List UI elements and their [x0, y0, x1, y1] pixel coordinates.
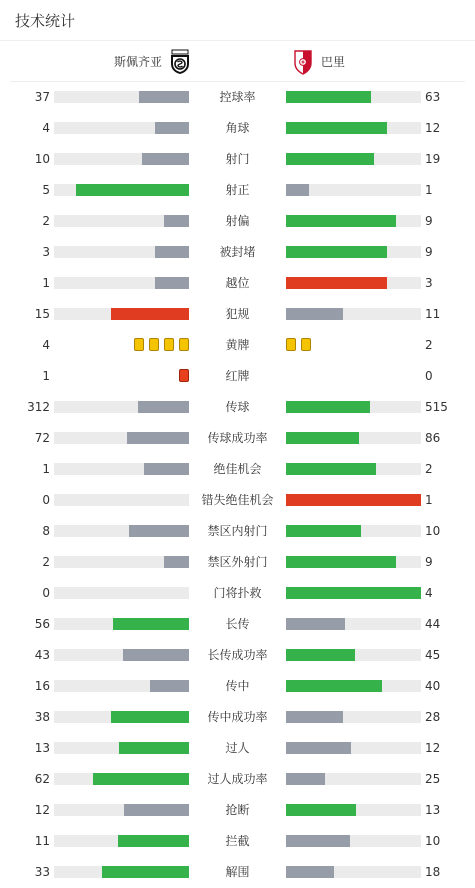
home-stat-bar	[54, 618, 189, 630]
home-stat-value: 4	[42, 121, 50, 135]
away-stat-bar-fill	[286, 494, 421, 506]
stat-row	[0, 485, 475, 516]
home-stat-bar-fill	[119, 742, 189, 754]
home-stat-bar-fill	[142, 153, 189, 165]
away-stat-bar-fill	[286, 463, 376, 475]
home-stat-bar-fill	[76, 184, 189, 196]
stat-row	[0, 113, 475, 144]
away-stat-bar-fill	[286, 680, 382, 692]
home-stat-bar-fill	[138, 401, 189, 413]
home-stat-bar	[54, 308, 189, 320]
away-stat-bar-fill	[286, 432, 359, 444]
away-stat-value: 4	[425, 586, 433, 600]
stat-row	[0, 671, 475, 702]
stat-label: 绝佳机会	[213, 462, 262, 476]
away-stat-bar	[286, 246, 421, 258]
away-stat-bar-fill	[286, 587, 421, 599]
home-stat-bar	[54, 494, 189, 506]
home-stat-value: 33	[34, 865, 50, 879]
away-stat-value: 10	[425, 834, 441, 848]
home-stat-bar	[54, 432, 189, 444]
away-stat-bar	[286, 277, 421, 289]
home-stat-value: 1	[42, 276, 50, 290]
stat-label: 门将扑救	[213, 586, 262, 600]
away-stat-bar	[286, 866, 421, 878]
stat-row	[0, 702, 475, 733]
away-stat-bar-fill	[286, 773, 325, 785]
home-stat-bar	[54, 401, 189, 413]
home-stat-bar-fill	[144, 463, 189, 475]
stat-row	[0, 361, 475, 392]
away-stat-value: 63	[425, 90, 441, 104]
away-stat-value: 86	[425, 431, 441, 445]
away-stat-value: 18	[425, 865, 441, 879]
home-stat-bar-fill	[129, 525, 189, 537]
away-stat-bar-fill	[286, 742, 351, 754]
away-stat-value: 2	[425, 338, 433, 352]
home-stat-value: 11	[34, 834, 50, 848]
stat-row	[0, 392, 475, 423]
home-stat-value: 12	[34, 803, 50, 817]
away-stat-value: 1	[425, 493, 433, 507]
home-cards	[134, 338, 189, 352]
away-stat-bar-fill	[286, 649, 355, 661]
away-stat-bar-fill	[286, 525, 361, 537]
home-stat-bar-fill	[118, 835, 189, 847]
home-stat-bar-fill	[139, 91, 189, 103]
away-stat-bar	[286, 401, 421, 413]
home-stat-bar	[54, 556, 189, 568]
away-stat-bar-fill	[286, 711, 343, 723]
stat-label: 射偏	[225, 214, 250, 228]
bari-crest-icon	[293, 49, 313, 75]
home-stat-value: 8	[42, 524, 50, 538]
away-stat-value: 12	[425, 741, 441, 755]
home-stat-bar-fill	[113, 618, 189, 630]
stat-row	[0, 299, 475, 330]
away-stat-value: 1	[425, 183, 433, 197]
home-stat-bar-fill	[164, 215, 189, 227]
stat-label: 解围	[225, 865, 250, 879]
home-stat-bar-fill	[123, 649, 189, 661]
stat-label: 传球成功率	[207, 431, 268, 445]
home-stat-bar	[54, 773, 189, 785]
away-stat-value: 11	[425, 307, 441, 321]
stat-label: 错失绝佳机会	[201, 493, 274, 507]
away-stat-value: 28	[425, 710, 441, 724]
away-stat-bar-fill	[286, 246, 387, 258]
away-stat-value: 3	[425, 276, 433, 290]
home-stat-bar-fill	[124, 804, 189, 816]
stat-label: 越位	[225, 276, 250, 290]
yellow-card-icon	[164, 338, 174, 351]
stat-label: 禁区外射门	[207, 555, 268, 569]
away-stat-bar-fill	[286, 277, 387, 289]
home-stat-value: 38	[34, 710, 50, 724]
stat-row	[0, 795, 475, 826]
stat-row	[0, 578, 475, 609]
stat-row	[0, 547, 475, 578]
stat-row	[0, 144, 475, 175]
stat-row	[0, 237, 475, 268]
home-stat-bar	[54, 680, 189, 692]
away-stat-bar-fill	[286, 308, 343, 320]
home-stat-bar	[54, 215, 189, 227]
home-stat-value: 72	[34, 431, 50, 445]
teams-bar	[10, 41, 465, 82]
stat-label: 黄牌	[225, 338, 250, 352]
stat-row	[0, 330, 475, 361]
home-stat-value: 4	[42, 338, 50, 352]
home-stat-bar	[54, 463, 189, 475]
away-stat-bar	[286, 494, 421, 506]
home-stat-bar-fill	[150, 680, 189, 692]
home-stat-bar	[54, 866, 189, 878]
stat-label: 传中	[225, 679, 250, 693]
away-stat-bar-fill	[286, 153, 374, 165]
stats-list	[0, 82, 475, 888]
home-stat-bar-fill	[127, 432, 189, 444]
home-stat-bar-fill	[164, 556, 189, 568]
home-team-name: 斯佩齐亚	[114, 55, 163, 69]
stat-label: 被封堵	[219, 245, 256, 259]
stat-row	[0, 268, 475, 299]
stat-label: 角球	[225, 121, 250, 135]
home-stat-value: 2	[42, 214, 50, 228]
away-stat-bar-fill	[286, 91, 371, 103]
away-stat-bar-fill	[286, 618, 345, 630]
home-stat-bar	[54, 91, 189, 103]
home-stat-bar	[54, 525, 189, 537]
away-stat-value: 44	[425, 617, 441, 631]
home-stat-value: 15	[34, 307, 50, 321]
away-stat-value: 40	[425, 679, 441, 693]
away-team[interactable]	[293, 41, 345, 82]
home-team[interactable]	[114, 41, 190, 82]
stat-label: 传球	[225, 400, 250, 414]
home-stat-bar-fill	[155, 246, 189, 258]
away-stat-value: 10	[425, 524, 441, 538]
stat-row	[0, 454, 475, 485]
stat-label: 抢断	[225, 803, 250, 817]
away-stat-bar	[286, 618, 421, 630]
stat-row	[0, 423, 475, 454]
home-stat-bar-fill	[111, 308, 189, 320]
away-stat-bar	[286, 587, 421, 599]
home-stat-bar	[54, 184, 189, 196]
home-stat-bar-fill	[93, 773, 189, 785]
home-stat-bar-fill	[111, 711, 189, 723]
away-stat-value: 25	[425, 772, 441, 786]
home-stat-value: 16	[34, 679, 50, 693]
away-stat-value: 13	[425, 803, 441, 817]
stat-label: 过人	[225, 741, 250, 755]
away-stat-bar	[286, 649, 421, 661]
away-stat-bar-fill	[286, 215, 396, 227]
away-stat-bar	[286, 153, 421, 165]
home-stat-bar	[54, 153, 189, 165]
away-stat-value: 9	[425, 555, 433, 569]
away-stat-value: 45	[425, 648, 441, 662]
yellow-card-icon	[179, 338, 189, 351]
home-stat-bar-fill	[102, 866, 189, 878]
stat-row	[0, 609, 475, 640]
away-stat-bar	[286, 556, 421, 568]
stat-label: 传中成功率	[207, 710, 268, 724]
away-stat-bar	[286, 525, 421, 537]
yellow-card-icon	[134, 338, 144, 351]
stat-row	[0, 857, 475, 888]
stat-row	[0, 733, 475, 764]
stat-label: 射门	[225, 152, 250, 166]
away-stat-value: 19	[425, 152, 441, 166]
stat-row	[0, 206, 475, 237]
away-stat-bar-fill	[286, 184, 309, 196]
away-stat-bar-fill	[286, 556, 396, 568]
away-stat-value: 9	[425, 245, 433, 259]
away-stat-bar	[286, 804, 421, 816]
away-stat-bar	[286, 742, 421, 754]
home-stat-value: 10	[34, 152, 50, 166]
stat-label: 犯规	[225, 307, 250, 321]
stat-row	[0, 764, 475, 795]
stat-row	[0, 175, 475, 206]
away-cards	[286, 338, 311, 352]
home-stat-value: 56	[34, 617, 50, 631]
spezia-crest-icon	[170, 49, 190, 75]
yellow-card-icon	[149, 338, 159, 351]
away-team-name: 巴里	[321, 55, 346, 69]
home-stat-value: 13	[34, 741, 50, 755]
home-stat-bar-fill	[155, 122, 189, 134]
stat-label: 射正	[225, 183, 250, 197]
home-stat-value: 2	[42, 555, 50, 569]
away-stat-bar	[286, 432, 421, 444]
page-title: 技术统计	[15, 11, 76, 30]
home-stat-bar	[54, 122, 189, 134]
away-stat-bar-fill	[286, 866, 334, 878]
home-stat-value: 0	[42, 586, 50, 600]
stat-row	[0, 82, 475, 113]
away-stat-bar	[286, 773, 421, 785]
home-stat-bar	[54, 804, 189, 816]
home-stat-bar	[54, 246, 189, 258]
away-stat-bar	[286, 308, 421, 320]
away-stat-bar	[286, 184, 421, 196]
away-stat-bar	[286, 215, 421, 227]
away-stat-value: 0	[425, 369, 433, 383]
home-stat-value: 43	[34, 648, 50, 662]
stat-label: 长传成功率	[207, 648, 268, 662]
stat-row	[0, 826, 475, 857]
away-stat-bar-fill	[286, 835, 350, 847]
stat-label: 过人成功率	[207, 772, 268, 786]
home-stat-value: 62	[34, 772, 50, 786]
home-stat-bar	[54, 742, 189, 754]
home-stat-value: 3	[42, 245, 50, 259]
home-stat-value: 1	[42, 462, 50, 476]
away-stat-bar	[286, 122, 421, 134]
red-card-icon	[179, 369, 189, 382]
home-stat-value: 1	[42, 369, 50, 383]
home-stat-value: 5	[42, 183, 50, 197]
stat-row	[0, 516, 475, 547]
stats-header	[0, 0, 475, 41]
home-stat-bar-fill	[155, 277, 189, 289]
stat-label: 拦截	[225, 834, 250, 848]
away-stat-value: 2	[425, 462, 433, 476]
stat-label: 控球率	[219, 90, 256, 104]
away-stat-bar-fill	[286, 122, 387, 134]
away-stat-bar	[286, 91, 421, 103]
home-stat-bar	[54, 649, 189, 661]
yellow-card-icon	[286, 338, 296, 351]
yellow-card-icon	[301, 338, 311, 351]
away-stat-bar	[286, 835, 421, 847]
away-stat-bar	[286, 711, 421, 723]
home-stat-bar	[54, 711, 189, 723]
away-stat-value: 9	[425, 214, 433, 228]
away-stat-bar-fill	[286, 804, 356, 816]
home-stat-value: 312	[27, 400, 50, 414]
stat-row	[0, 640, 475, 671]
stat-label: 长传	[225, 617, 250, 631]
away-stat-bar	[286, 463, 421, 475]
home-stat-value: 37	[34, 90, 50, 104]
away-stat-bar	[286, 680, 421, 692]
away-stat-value: 515	[425, 400, 448, 414]
away-stat-bar-fill	[286, 401, 370, 413]
home-stat-bar	[54, 835, 189, 847]
home-cards	[179, 369, 189, 383]
home-stat-bar	[54, 277, 189, 289]
home-stat-value: 0	[42, 493, 50, 507]
stat-label: 红牌	[225, 369, 250, 383]
away-stat-value: 12	[425, 121, 441, 135]
stat-label: 禁区内射门	[207, 524, 268, 538]
home-stat-bar	[54, 587, 189, 599]
